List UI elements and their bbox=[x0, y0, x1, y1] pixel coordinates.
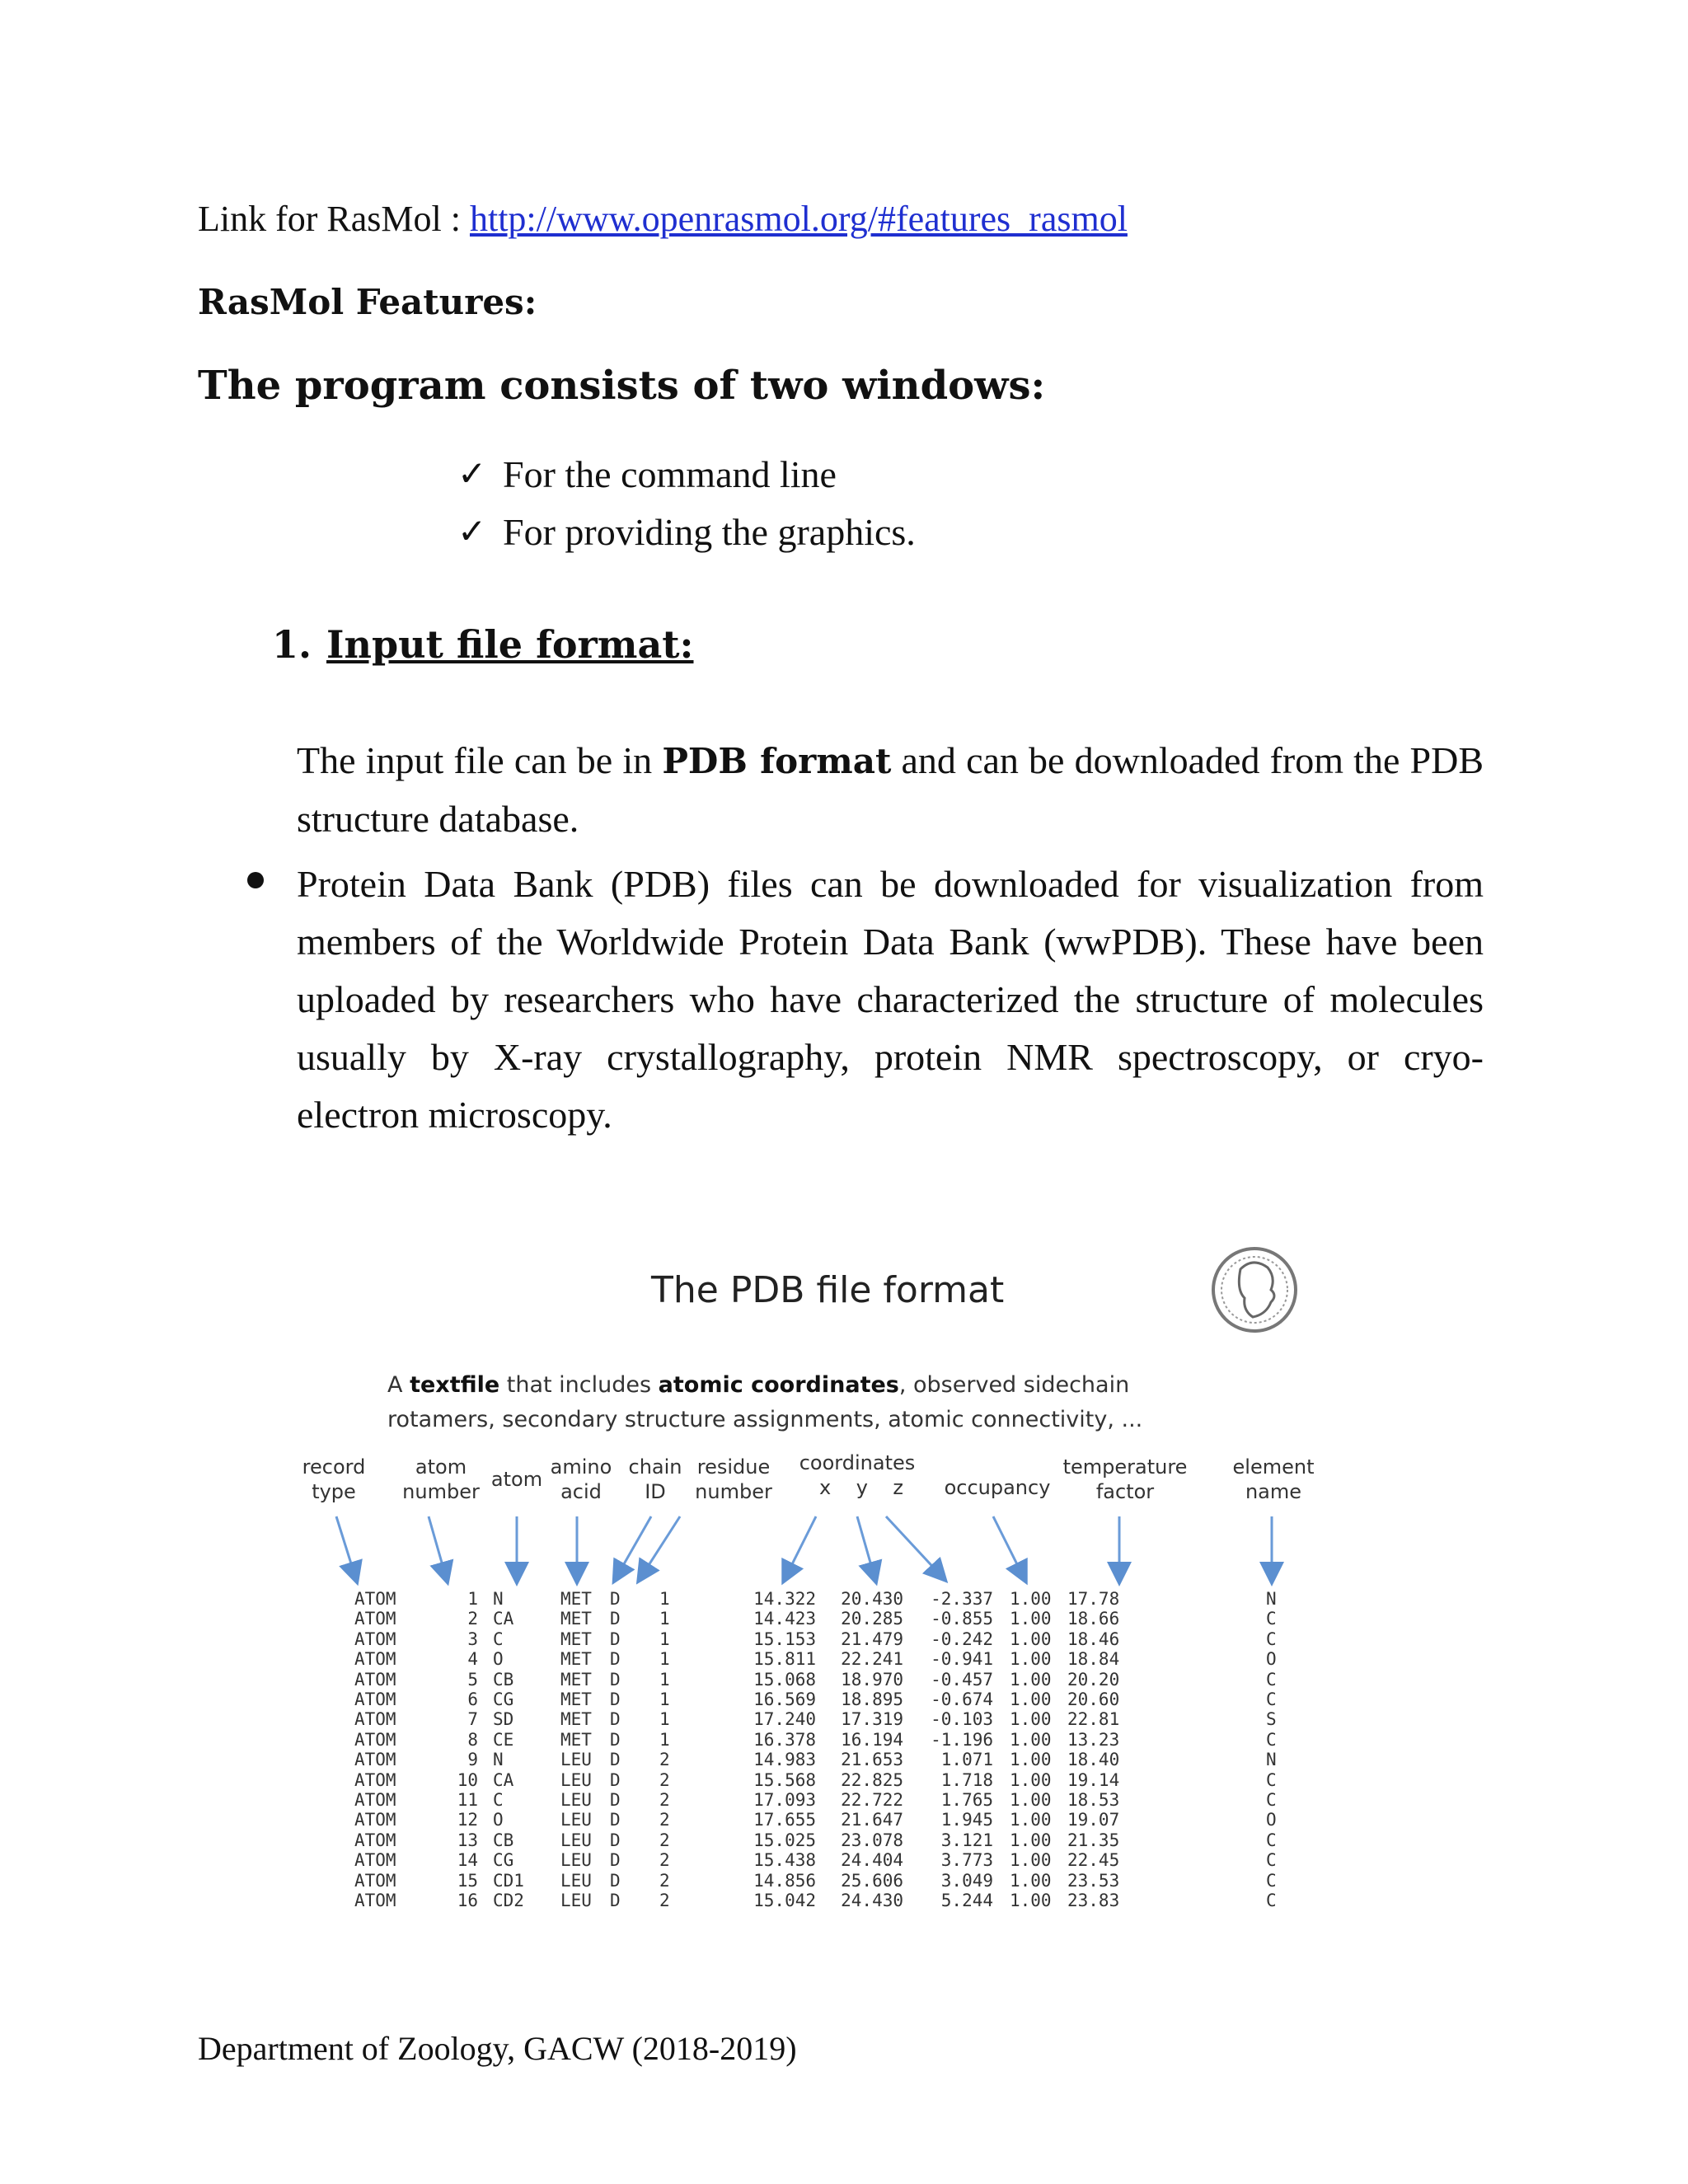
pdb-cell: D bbox=[610, 1750, 621, 1770]
pdb-cell: D bbox=[610, 1690, 621, 1710]
pdb-cell: ATOM bbox=[354, 1750, 396, 1770]
pdb-cell: C bbox=[1266, 1891, 1277, 1911]
pdb-cell: 24.404 bbox=[841, 1850, 903, 1871]
pdb-cell: 1.00 bbox=[1010, 1750, 1052, 1770]
pdb-cell: D bbox=[610, 1669, 621, 1690]
pdb-cell: 9 bbox=[467, 1750, 478, 1770]
z-coordinate-column bbox=[911, 1589, 993, 1911]
pdb-cell: C bbox=[493, 1790, 504, 1811]
pdb-cell: D bbox=[610, 1830, 621, 1850]
pdb-cell: C bbox=[1266, 1769, 1277, 1790]
figure-description: A textfile that includes atomic coordinates, observed sidechain rotamers, secondary structure assignments, atomic connectivity, ... bbox=[387, 1372, 1143, 1432]
atom-number-column bbox=[437, 1589, 478, 1911]
pdb-cell: 16.569 bbox=[753, 1690, 816, 1710]
pdb-cell: 18.53 bbox=[1067, 1790, 1120, 1811]
col-label-temperature-factor: temperature factor bbox=[1062, 1455, 1188, 1503]
pdb-cell: 16.378 bbox=[753, 1729, 816, 1750]
pdb-cell: 24.430 bbox=[841, 1891, 903, 1911]
pdb-cell: ATOM bbox=[354, 1870, 396, 1891]
col-label-residue-number: residue number bbox=[695, 1455, 772, 1503]
pdb-cell: 18.895 bbox=[841, 1690, 903, 1710]
pdb-cell: 1 bbox=[659, 1589, 670, 1609]
pdb-cell: D bbox=[610, 1589, 621, 1609]
pdb-cell: ATOM bbox=[354, 1709, 396, 1730]
pdb-cell: 8 bbox=[467, 1729, 478, 1750]
pdb-cell: 22.81 bbox=[1067, 1709, 1120, 1730]
pdb-cell: 22.722 bbox=[841, 1790, 903, 1811]
pdb-cell: 1.00 bbox=[1010, 1870, 1052, 1891]
pdb-cell: -0.457 bbox=[931, 1669, 993, 1690]
element-name-column bbox=[1266, 1589, 1277, 1911]
pdb-cell: ATOM bbox=[354, 1649, 396, 1670]
pdb-cell: CB bbox=[493, 1830, 514, 1850]
pdb-cell: O bbox=[493, 1649, 504, 1670]
pdb-cell: 15.811 bbox=[753, 1649, 816, 1670]
pdb-cell: 16 bbox=[457, 1891, 478, 1911]
pdb-cell: -0.242 bbox=[931, 1629, 993, 1649]
pdb-cell: CD2 bbox=[493, 1891, 524, 1911]
pdb-cell: ATOM bbox=[354, 1629, 396, 1649]
page-footer: Department of Zoology, GACW (2018-2019) bbox=[198, 2030, 797, 2067]
pdb-cell: 1.00 bbox=[1010, 1729, 1052, 1750]
y-coordinate-column bbox=[829, 1589, 903, 1911]
pdb-cell: CA bbox=[493, 1769, 514, 1790]
pdb-cell: 1 bbox=[659, 1649, 670, 1670]
pdb-cell: 1 bbox=[659, 1729, 670, 1750]
pdb-cell: 18.46 bbox=[1067, 1629, 1120, 1649]
pdb-cell: 1.00 bbox=[1010, 1690, 1052, 1710]
pdb-cell: MET bbox=[560, 1669, 592, 1690]
col-label-occupancy: occupancy bbox=[944, 1476, 1051, 1499]
pdb-cell: 14.983 bbox=[753, 1750, 816, 1770]
pdb-cell: CE bbox=[493, 1729, 514, 1750]
pdb-cell: C bbox=[1266, 1609, 1277, 1629]
pdb-cell: 1.00 bbox=[1010, 1609, 1052, 1629]
pdb-cell: 3.049 bbox=[940, 1870, 993, 1891]
pdb-cell: 5.244 bbox=[940, 1891, 993, 1911]
checkmark-icon: ✓ bbox=[457, 513, 487, 551]
pdb-cell: LEU bbox=[560, 1830, 592, 1850]
pdb-cell: 5 bbox=[467, 1669, 478, 1690]
pdb-cell: C bbox=[1266, 1830, 1277, 1850]
pdb-cell: 1.718 bbox=[940, 1769, 993, 1790]
pdb-cell: 1 bbox=[659, 1629, 670, 1649]
pdb-cell: 2 bbox=[659, 1830, 670, 1850]
pdb-cell: O bbox=[493, 1810, 504, 1830]
pdb-cell: 2 bbox=[659, 1870, 670, 1891]
pdb-cell: O bbox=[1266, 1649, 1277, 1670]
pdb-cell: 2 bbox=[659, 1790, 670, 1811]
arrow-icon bbox=[429, 1516, 445, 1574]
pdb-cell: CG bbox=[493, 1850, 514, 1871]
checklist-item: ✓ For providing the graphics. bbox=[457, 510, 916, 553]
pdb-cell: D bbox=[610, 1709, 621, 1730]
pdb-cell: 21.35 bbox=[1067, 1830, 1120, 1850]
col-label-amino-acid: amino acid bbox=[550, 1455, 612, 1503]
arrow-icon bbox=[787, 1516, 816, 1574]
paragraph-pdb-download: Protein Data Bank (PDB) files can be downloaded for visualization from members of the Worldwide Protein Data Bank (wwPDB). These have been uploaded by researchers who have characterized the structure of molecules usually by X-ray crystallography, protein NMR spectroscopy, or cryo-electron microscopy. bbox=[297, 863, 1484, 1136]
pdb-cell: 17.240 bbox=[753, 1709, 816, 1730]
pdb-cell: 2 bbox=[659, 1769, 670, 1790]
pdb-cell: ATOM bbox=[354, 1891, 396, 1911]
pdb-cell: 1.765 bbox=[940, 1790, 993, 1811]
pdb-cell: D bbox=[610, 1891, 621, 1911]
pdb-cell: N bbox=[493, 1589, 504, 1609]
pdb-cell: 23.53 bbox=[1067, 1870, 1120, 1891]
section-heading-input-format: 1. Input file format: bbox=[272, 622, 694, 667]
col-label-element-name: element name bbox=[1232, 1455, 1315, 1503]
pdb-cell: 2 bbox=[659, 1750, 670, 1770]
pdb-cell: LEU bbox=[560, 1810, 592, 1830]
pdb-cell: 2 bbox=[467, 1609, 478, 1629]
pdb-cell: 18.66 bbox=[1067, 1609, 1120, 1629]
pdb-cell: CA bbox=[493, 1609, 514, 1629]
pdb-cell: ATOM bbox=[354, 1669, 396, 1690]
pdb-cell: D bbox=[610, 1769, 621, 1790]
pdb-cell: 14.423 bbox=[753, 1609, 816, 1629]
pdb-cell: O bbox=[1266, 1810, 1277, 1830]
pdb-cell: MET bbox=[560, 1709, 592, 1730]
pdb-cell: -0.855 bbox=[931, 1609, 993, 1629]
pdb-cell: 22.825 bbox=[841, 1769, 903, 1790]
pdb-cell: 1.00 bbox=[1010, 1830, 1052, 1850]
col-label-record-type: record type bbox=[302, 1455, 366, 1503]
pdb-cell: 14.322 bbox=[753, 1589, 816, 1609]
chain-id-column bbox=[610, 1589, 621, 1911]
pdb-cell: 23.83 bbox=[1067, 1891, 1120, 1911]
pdb-cell: 19.07 bbox=[1067, 1810, 1120, 1830]
pdb-cell: ATOM bbox=[354, 1790, 396, 1811]
pdb-cell: 1.00 bbox=[1010, 1649, 1052, 1670]
arrow-icon bbox=[618, 1516, 651, 1574]
pdb-format-figure bbox=[302, 1244, 1327, 1929]
pdb-cell: 21.653 bbox=[841, 1750, 903, 1770]
pdb-cell: 22.241 bbox=[841, 1649, 903, 1670]
pdb-cell: -0.674 bbox=[931, 1690, 993, 1710]
pdb-cell: 20.285 bbox=[841, 1609, 903, 1629]
col-label-chain-id: chain ID bbox=[628, 1455, 682, 1503]
col-label-coordinates: coordinates bbox=[799, 1451, 916, 1474]
pdb-cell: C bbox=[1266, 1729, 1277, 1750]
pdb-cell: LEU bbox=[560, 1850, 592, 1871]
pdb-cell: 17.655 bbox=[753, 1810, 816, 1830]
pdb-cell: 1.00 bbox=[1010, 1891, 1052, 1911]
pdb-cell: 15.153 bbox=[753, 1629, 816, 1649]
pdb-cell: D bbox=[610, 1609, 621, 1629]
pdb-cell: MET bbox=[560, 1729, 592, 1750]
pdb-cell: 15.438 bbox=[753, 1850, 816, 1871]
pdb-cell: ATOM bbox=[354, 1589, 396, 1609]
figure-title: The PDB file format bbox=[651, 1269, 1005, 1311]
pdb-cell: S bbox=[1266, 1709, 1277, 1730]
arrow-icon bbox=[886, 1516, 940, 1574]
pdb-cell: 13.23 bbox=[1067, 1729, 1120, 1750]
bullet-icon bbox=[247, 872, 264, 888]
pdb-cell: LEU bbox=[560, 1790, 592, 1811]
occupancy-column bbox=[1010, 1589, 1052, 1911]
pdb-cell: C bbox=[1266, 1669, 1277, 1690]
record-type-column bbox=[354, 1589, 396, 1911]
col-label-atom-number: atom number bbox=[402, 1455, 480, 1503]
rasmol-link-line bbox=[198, 198, 1128, 240]
pdb-cell: 1.00 bbox=[1010, 1629, 1052, 1649]
pdb-cell: N bbox=[1266, 1589, 1277, 1609]
residue-number-column bbox=[659, 1589, 670, 1911]
pdb-cell: MET bbox=[560, 1690, 592, 1710]
pdb-cell: C bbox=[1266, 1850, 1277, 1871]
pdb-cell: 2 bbox=[659, 1810, 670, 1830]
pdb-cell: LEU bbox=[560, 1870, 592, 1891]
pdb-cell: 17.093 bbox=[753, 1790, 816, 1811]
pdb-cell: -0.941 bbox=[931, 1649, 993, 1670]
pdb-cell: 25.606 bbox=[841, 1870, 903, 1891]
pdb-cell: ATOM bbox=[354, 1850, 396, 1871]
rasmol-url-link[interactable]: http://www.openrasmol.org/#features_rasmol bbox=[469, 199, 1128, 239]
pdb-cell: 1.00 bbox=[1010, 1709, 1052, 1730]
pdb-cell: 15.068 bbox=[753, 1669, 816, 1690]
pdb-cell: 1.00 bbox=[1010, 1589, 1052, 1609]
pdb-cell: 1.945 bbox=[940, 1810, 993, 1830]
pdb-cell: 4 bbox=[467, 1649, 478, 1670]
col-label-atom: atom bbox=[490, 1468, 543, 1491]
pdb-cell: 20.60 bbox=[1067, 1690, 1120, 1710]
pdb-cell: 6 bbox=[467, 1690, 478, 1710]
pdb-cell: D bbox=[610, 1790, 621, 1811]
pdb-cell: 1.00 bbox=[1010, 1850, 1052, 1871]
pdb-cell: 15.568 bbox=[753, 1769, 816, 1790]
pdb-cell: 1.00 bbox=[1010, 1769, 1052, 1790]
pdb-cell: CD1 bbox=[493, 1870, 524, 1891]
pdb-cell: 12 bbox=[457, 1810, 478, 1830]
pdb-cell: -1.196 bbox=[931, 1729, 993, 1750]
pdb-cell: C bbox=[1266, 1790, 1277, 1811]
pdb-cell: ATOM bbox=[354, 1769, 396, 1790]
pdb-cell: LEU bbox=[560, 1769, 592, 1790]
pdb-cell: D bbox=[610, 1870, 621, 1891]
pdb-cell: CB bbox=[493, 1669, 514, 1690]
windows-checklist bbox=[457, 445, 916, 560]
heading-two-windows: The program consists of two windows: bbox=[198, 363, 1046, 409]
pdb-cell: MET bbox=[560, 1629, 592, 1649]
pdb-cell: 18.84 bbox=[1067, 1649, 1120, 1670]
pdb-cell: D bbox=[610, 1729, 621, 1750]
pdb-cell: 23.078 bbox=[841, 1830, 903, 1850]
pdb-cell: 21.479 bbox=[841, 1629, 903, 1649]
pdb-cell: 20.20 bbox=[1067, 1669, 1120, 1690]
pdb-cell: 3 bbox=[467, 1629, 478, 1649]
pdb-cell: ATOM bbox=[354, 1810, 396, 1830]
pdb-cell: 17.319 bbox=[841, 1709, 903, 1730]
heading-rasmol-features: RasMol Features: bbox=[198, 282, 537, 322]
pdb-cell: 1.00 bbox=[1010, 1669, 1052, 1690]
pdb-cell: 19.14 bbox=[1067, 1769, 1120, 1790]
pdb-cell: MET bbox=[560, 1649, 592, 1670]
atom-column bbox=[493, 1589, 524, 1911]
pdb-cell: 2 bbox=[659, 1891, 670, 1911]
arrow-icon bbox=[643, 1516, 680, 1574]
pdb-cell: -2.337 bbox=[931, 1589, 993, 1609]
pdb-cell: 20.430 bbox=[841, 1589, 903, 1609]
pdb-cell: D bbox=[610, 1649, 621, 1670]
pdb-cell: MET bbox=[560, 1609, 592, 1629]
x-coordinate-column bbox=[742, 1589, 816, 1911]
pdb-cell: 3.121 bbox=[940, 1830, 993, 1850]
pdb-cell: LEU bbox=[560, 1891, 592, 1911]
pdb-cell: 1.071 bbox=[940, 1750, 993, 1770]
pdb-cell: 14 bbox=[457, 1850, 478, 1871]
arrow-icon bbox=[336, 1516, 354, 1574]
pdb-cell: 2 bbox=[659, 1850, 670, 1871]
pdb-cell: CG bbox=[493, 1690, 514, 1710]
pdb-cell: 1 bbox=[659, 1690, 670, 1710]
pdb-cell: 18.970 bbox=[841, 1669, 903, 1690]
column-arrows bbox=[305, 1244, 1327, 1591]
pdb-cell: 14.856 bbox=[753, 1870, 816, 1891]
pdb-cell: N bbox=[1266, 1750, 1277, 1770]
checklist-item: ✓ For the command line bbox=[457, 452, 837, 495]
pdb-cell: ATOM bbox=[354, 1729, 396, 1750]
pdb-cell: 11 bbox=[457, 1790, 478, 1811]
link-label: Link for RasMol : bbox=[198, 199, 470, 239]
pdb-cell: 1.00 bbox=[1010, 1810, 1052, 1830]
pdb-cell: 22.45 bbox=[1067, 1850, 1120, 1871]
pdb-cell: 1 bbox=[467, 1589, 478, 1609]
arrow-icon bbox=[857, 1516, 874, 1574]
pdb-cell: SD bbox=[493, 1709, 514, 1730]
pdb-cell: 3.773 bbox=[940, 1850, 993, 1871]
pdb-cell: N bbox=[493, 1750, 504, 1770]
checkmark-icon: ✓ bbox=[457, 456, 487, 494]
col-label-xyz: x y z bbox=[818, 1476, 904, 1499]
pdb-cell: C bbox=[1266, 1629, 1277, 1649]
pdb-cell: ATOM bbox=[354, 1690, 396, 1710]
pdb-cell: ATOM bbox=[354, 1609, 396, 1629]
temperature-factor-column bbox=[1067, 1589, 1119, 1911]
pdb-cell: -0.103 bbox=[931, 1709, 993, 1730]
pdb-cell: 10 bbox=[457, 1769, 478, 1790]
pdb-cell: LEU bbox=[560, 1750, 592, 1770]
pdb-cell: 18.40 bbox=[1067, 1750, 1120, 1770]
pdb-cell: C bbox=[1266, 1870, 1277, 1891]
pdb-cell: D bbox=[610, 1850, 621, 1871]
arrow-icon bbox=[993, 1516, 1022, 1574]
pdb-cell: C bbox=[1266, 1690, 1277, 1710]
pdb-cell: 13 bbox=[457, 1830, 478, 1850]
pdb-cell: 1.00 bbox=[1010, 1790, 1052, 1811]
pdb-cell: MET bbox=[560, 1589, 592, 1609]
pdb-cell: 16.194 bbox=[841, 1729, 903, 1750]
pdb-cell: C bbox=[493, 1629, 504, 1649]
pdb-cell: 15.025 bbox=[753, 1830, 816, 1850]
pdb-cell: D bbox=[610, 1810, 621, 1830]
pdb-cell: 21.647 bbox=[841, 1810, 903, 1830]
pdb-cell: ATOM bbox=[354, 1830, 396, 1850]
paragraph-pdb-format: The input file can be in PDB format and can be downloaded from the PDB structure database. bbox=[297, 739, 1484, 840]
pdb-cell: 15.042 bbox=[753, 1891, 816, 1911]
pdb-cell: 1 bbox=[659, 1709, 670, 1730]
amino-acid-column bbox=[560, 1589, 592, 1911]
pdb-cell: 7 bbox=[467, 1709, 478, 1730]
pdb-cell: 1 bbox=[659, 1609, 670, 1629]
pdb-cell: 17.78 bbox=[1067, 1589, 1120, 1609]
pdb-cell: 15 bbox=[457, 1870, 478, 1891]
pdb-cell: D bbox=[610, 1629, 621, 1649]
pdb-cell: 1 bbox=[659, 1669, 670, 1690]
